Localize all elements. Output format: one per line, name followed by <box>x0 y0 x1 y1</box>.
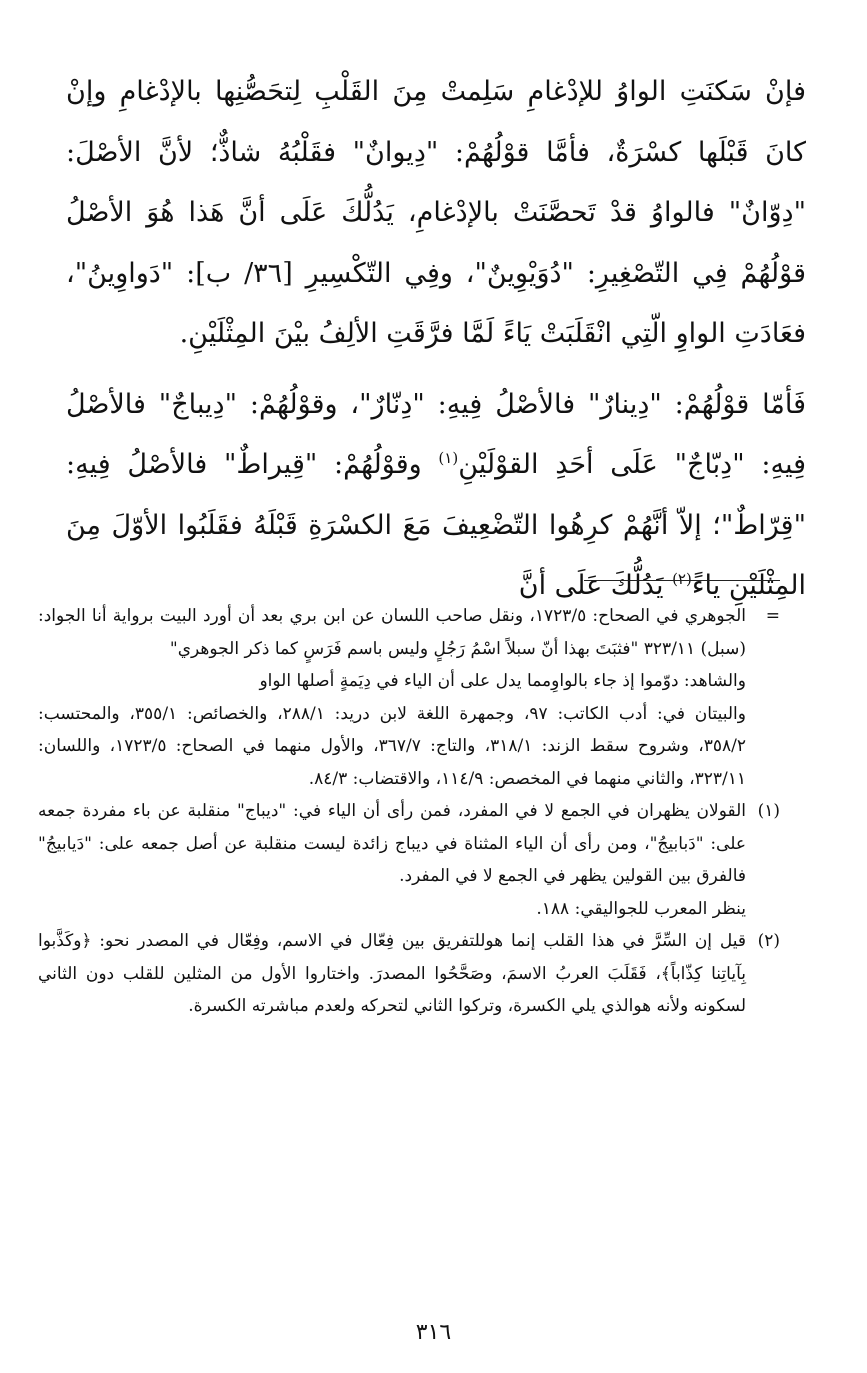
footnote-continued-mark: = <box>765 606 780 626</box>
footnote-2-mark: (٢) <box>757 931 780 951</box>
paragraph-2-middle: وقوْلُهُمْ: "قِيراطٌ" فالأصْلُ فِيهِ: "قِرّاطٌ"؛ إلاّ أنَّهُمْ كرِهُوا التّضْعِيفَ مَعَ الكسْرَةِ قَبْلَهُ فقَلَبُوا الأوّلَ مِنَ المِثْلَيْنِ ياءً <box>66 449 806 601</box>
footnote-continued <box>38 600 780 795</box>
footnote-1 <box>38 795 780 925</box>
paragraph-1: فإنْ سَكنَتِ الواوُ للإدْغامِ سَلِمتْ مِنَ القَلْبِ لِتحَصُّنِها بالإدْغامِ وإنْ كانَ قَبْلَها كسْرَةٌ، فأمَّا قوْلُهُمْ: "دِيوانٌ" فقَلْبُهُ شاذٌّ؛ لأنَّ الأصْلَ: "دِوّانٌ" فالواوُ قدْ تَحصَّنَتْ بالإدْغامِ، يَدُلُّكَ عَلَى أنَّ هَذا هُوَ الأصْلُ قوْلُهُمْ فِي التّصْغِيرِ: "دُوَيْوِينٌ"، وفِي التّكْسِيرِ [٣٦/ ب]: "دَواوِينُ"، فعَادَتِ الواوِ الّتِي انْقَلَبَتْ يَاءً لَمَّا فرَّقَتِ الألِفُ بيْنَ المِثْلَيْنِ. <box>66 76 807 349</box>
footnote-ref-1: (١) <box>438 449 459 467</box>
footnote-separator <box>584 580 780 581</box>
footnote-1-mark: (١) <box>757 801 780 821</box>
footnote-line: والشاهد: دوّموا إذ جاء بالواوِمما يدل على أن الياء في دِيَمةٍ أصلها الواو <box>259 671 746 691</box>
footnote-2 <box>38 925 780 1023</box>
footnote-ref-2: (٢) <box>672 570 692 588</box>
footnotes <box>38 600 780 1023</box>
paragraph-2-start: فَأمّا قوْلُهُمْ: "دِينارٌ" فالأصْلُ فِيهِ: "دِنّارٌ"، وقوْلُهُمْ: "دِيباجٌ" فالأصْلُ فِيهِ: "دِبّاجٌ" عَلَى أحَدِ القوْلَيْنِ <box>66 388 806 480</box>
footnote-2-body <box>38 925 746 1023</box>
main-text <box>66 62 806 617</box>
footnote-continued-body <box>38 600 746 795</box>
page-number: ٣١٦ <box>415 1320 452 1345</box>
footnote-line: الجوهري في الصحاح: ١٧٢٣/٥، ونقل صاحب اللسان عن ابن بري بعد أن أورد البيت برواية أنا الجواد: (سبل) ٣٢٣/١١ "فثبَتَ بهذا أنّ سبلاً اسْمُ رَجُلٍ وليس باسم فَرَسٍ كما ذكر الجوهري" <box>38 606 746 659</box>
footnote-1-body <box>38 795 746 925</box>
footnote-line: قيل إن السِّرَّ في هذا القلب إنما هوللتفريق بين فِعّال في الاسم، وفِعّال في المصدر نحو: ﴿وكَذَّبوا بِآياتِنا كِذّاباً﴾، فَقَلَبَ العربُ الاسمَ، وصَحَّحُوا المصدرَ. واختاروا الأول من المثلين للقلب دون الثاني لسكونه ولأنه هوالذي يلي الكسرة، وتركوا الثاني لتحركه ولعدم مباشرته الكسرة. <box>38 931 746 1016</box>
footnote-line: والبيتان في: أدب الكاتب: ٩٧، وجمهرة اللغة لابن دريد: ٢٨٨/١، والخصائص: ٣٥٥/١، والمحتسب: ٣٥٨/٢، وشروح سقط الزند: ٣١٨/١، والتاج: ٣٦٧/٧، والأول منهما في الصحاح: ١٧٢٣/٥، واللسان: ٣٢٣/١١، والثاني منهما في المخصص: ١١٤/٩، والاقتضاب: ٨٤/٣. <box>38 703 746 789</box>
footnote-line: ينظر المعرب للجواليقي: ١٨٨. <box>536 898 746 919</box>
footnote-line: القولان يظهران في الجمع لا في المفرد، فمن رأى أن الياء في: "ديباج" منقلبة عن باء مفردة جمعه على: "دَبابيجُ"، ومن رأى أن الياء المثناة في ديباج زائدة ليست منقلبة عن أصل جمعه على: "دَيابيجُ" فالفرق بين القولين يظهر في الجمع لا في المفرد. <box>38 801 746 886</box>
paragraph-2-end: يَدُلُّكَ عَلَى أنَّ <box>518 570 673 601</box>
